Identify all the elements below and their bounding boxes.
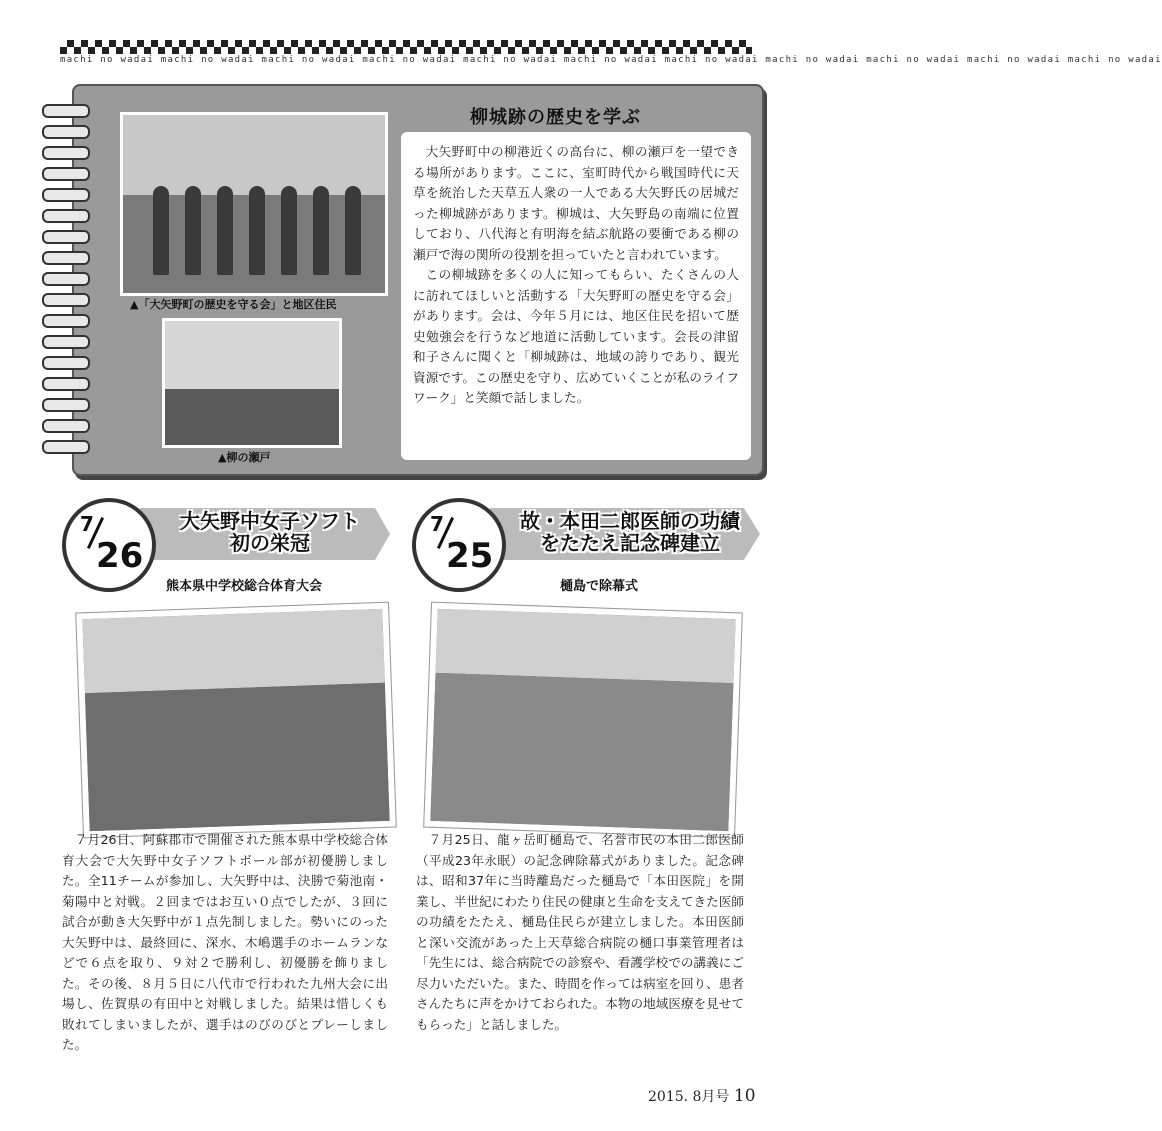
left-headline-line1: 大矢野中女子ソフト xyxy=(180,509,360,533)
notebook-ring xyxy=(42,167,90,181)
left-date-badge xyxy=(62,498,156,592)
left-headline-line2: 初の栄冠 xyxy=(230,531,310,555)
notebook-ring xyxy=(42,146,90,160)
photo-person xyxy=(249,186,265,275)
checker-border xyxy=(60,40,752,54)
right-date-badge xyxy=(412,498,506,592)
header-ribbon: machi no wadai machi no wadai machi no wadai machi no wadai machi no wadai machi no wadai machi no wadai machi no wadai machi no wadai machi no wadai machi no wadai xyxy=(60,55,1162,65)
notebook-title: 柳城跡の歴史を学ぶ xyxy=(470,107,641,128)
notebook-ring xyxy=(42,188,90,202)
notebook-ring xyxy=(42,272,90,286)
photo-sky xyxy=(123,115,385,195)
notebook-ring xyxy=(42,377,90,391)
notebook-ring xyxy=(42,293,90,307)
notebook-ring xyxy=(42,209,90,223)
notebook-paragraph-2: この柳城跡を多くの人に知ってもらい、たくさんの人に訪れてほしいと活動する「大矢野町の歴史を守る会」があります。会は、今年５月には、地区住民を招いて歴史勉強会を行うなど地道に活動しています。会長の津留和子さんに聞くと「柳城跡は、地域の誇りであり、観光資源です。この歴史を守り、広めていくことが私のライフワーク」と笑顔で話しました。 xyxy=(413,267,739,405)
notebook-text-box xyxy=(401,132,751,460)
notebook-ring xyxy=(42,419,90,433)
notebook-body xyxy=(401,132,751,409)
right-badge-day: 25 xyxy=(446,536,494,576)
left-subhead: 熊本県中学校総合体育大会 xyxy=(166,579,323,594)
photo-person xyxy=(153,186,169,275)
notebook-ring xyxy=(42,398,90,412)
photo-group-residents xyxy=(120,112,388,296)
notebook-ring xyxy=(42,251,90,265)
photo-yanagi-strait xyxy=(162,318,342,448)
photo-memorial-ceremony xyxy=(424,603,742,838)
right-badge-month: 7 xyxy=(430,512,444,536)
photo-person xyxy=(313,186,329,275)
notebook-ring xyxy=(42,314,90,328)
right-headline-line1: 故・本田二郎医師の功績 xyxy=(520,509,740,533)
photo2-caption: ▲柳の瀬戸 xyxy=(218,451,271,464)
photo-sky xyxy=(82,609,384,694)
photo-field xyxy=(85,683,390,831)
right-headline xyxy=(500,510,760,554)
footer xyxy=(648,1086,756,1106)
left-badge-day: 26 xyxy=(96,536,144,576)
right-subhead: 樋島で除幕式 xyxy=(560,579,639,594)
notebook-ring xyxy=(42,335,90,349)
photo-sky xyxy=(165,321,339,389)
photo-person xyxy=(345,186,361,275)
photo-person xyxy=(281,186,297,275)
photo-softball-team xyxy=(76,603,396,838)
notebook-ring xyxy=(42,230,90,244)
photo1-caption: ▲「大矢野町の歴史を守る会」と地区住民 xyxy=(130,298,337,311)
photo-person xyxy=(185,186,201,275)
right-headline-line2: をたたえ記念碑建立 xyxy=(540,531,720,555)
page-number: 10 xyxy=(733,1086,756,1106)
footer-issue: 2015. 8月号 xyxy=(648,1089,730,1105)
left-article-body: ７月26日、阿蘇郡市で開催された熊本県中学校総合体育大会で大矢野中女子ソフトボール部が初優勝しました。全11チームが参加し、大矢野中は、決勝で菊池南・菊陽中と対戦。２回まではお互い０点でしたが、３回に試合が動き大矢野中が１点先制しました。勢いにのった大矢野中は、最終回に、深水、木嶋選手のホームランなどで６点を取り、９対２で勝利し、初優勝を飾りました。その後、８月５日に八代市で行われた九州大会に出場し、佐賀県の有田中と対戦しました。結果は惜しくも敗れてしまいましたが、選手はのびのびとプレーしました。 xyxy=(62,832,388,1052)
right-article-body: ７月25日、龍ヶ岳町樋島で、名誉市民の本田二郎医師（平成23年永眠）の記念碑除幕式がありました。記念碑は、昭和37年に当時離島だった樋島で「本田医院」を開業し、半世紀にわたり住民の健康と生命を支えてきた医師の功績をたたえ、樋島住民らが建立しました。本田医師と深い交流があった上天草総合病院の樋口事業管理者は「先生には、総合病院での診察や、看護学校での講義にご尽力いただいた。また、時間を作っては病室を回り、患者さんたちに声をかけておられた。本物の地域医療を見せてもらった」と話しました。 xyxy=(416,832,744,1032)
photo-ground xyxy=(430,672,733,831)
notebook-ring xyxy=(42,356,90,370)
photo-sky xyxy=(436,609,736,683)
photo-person xyxy=(217,186,233,275)
notebook-ring xyxy=(42,104,90,118)
notebook-paragraph-1: 大矢野町中の柳港近くの高台に、柳の瀬戸を一望できる場所があります。ここに、室町時代から戦国時代に天草を統治した天草五人衆の一人である大矢野氏の居城だった柳城跡があります。柳城は、大矢野島の南端に位置しており、八代海と有明海を結ぶ航路の要衝である柳の瀬戸で海の関所の役割を担っていたと言われています。 xyxy=(413,144,739,262)
photo-sea xyxy=(165,389,339,445)
left-headline xyxy=(160,510,380,554)
notebook-ring xyxy=(42,125,90,139)
notebook-ring xyxy=(42,440,90,454)
left-badge-month: 7 xyxy=(80,512,94,536)
